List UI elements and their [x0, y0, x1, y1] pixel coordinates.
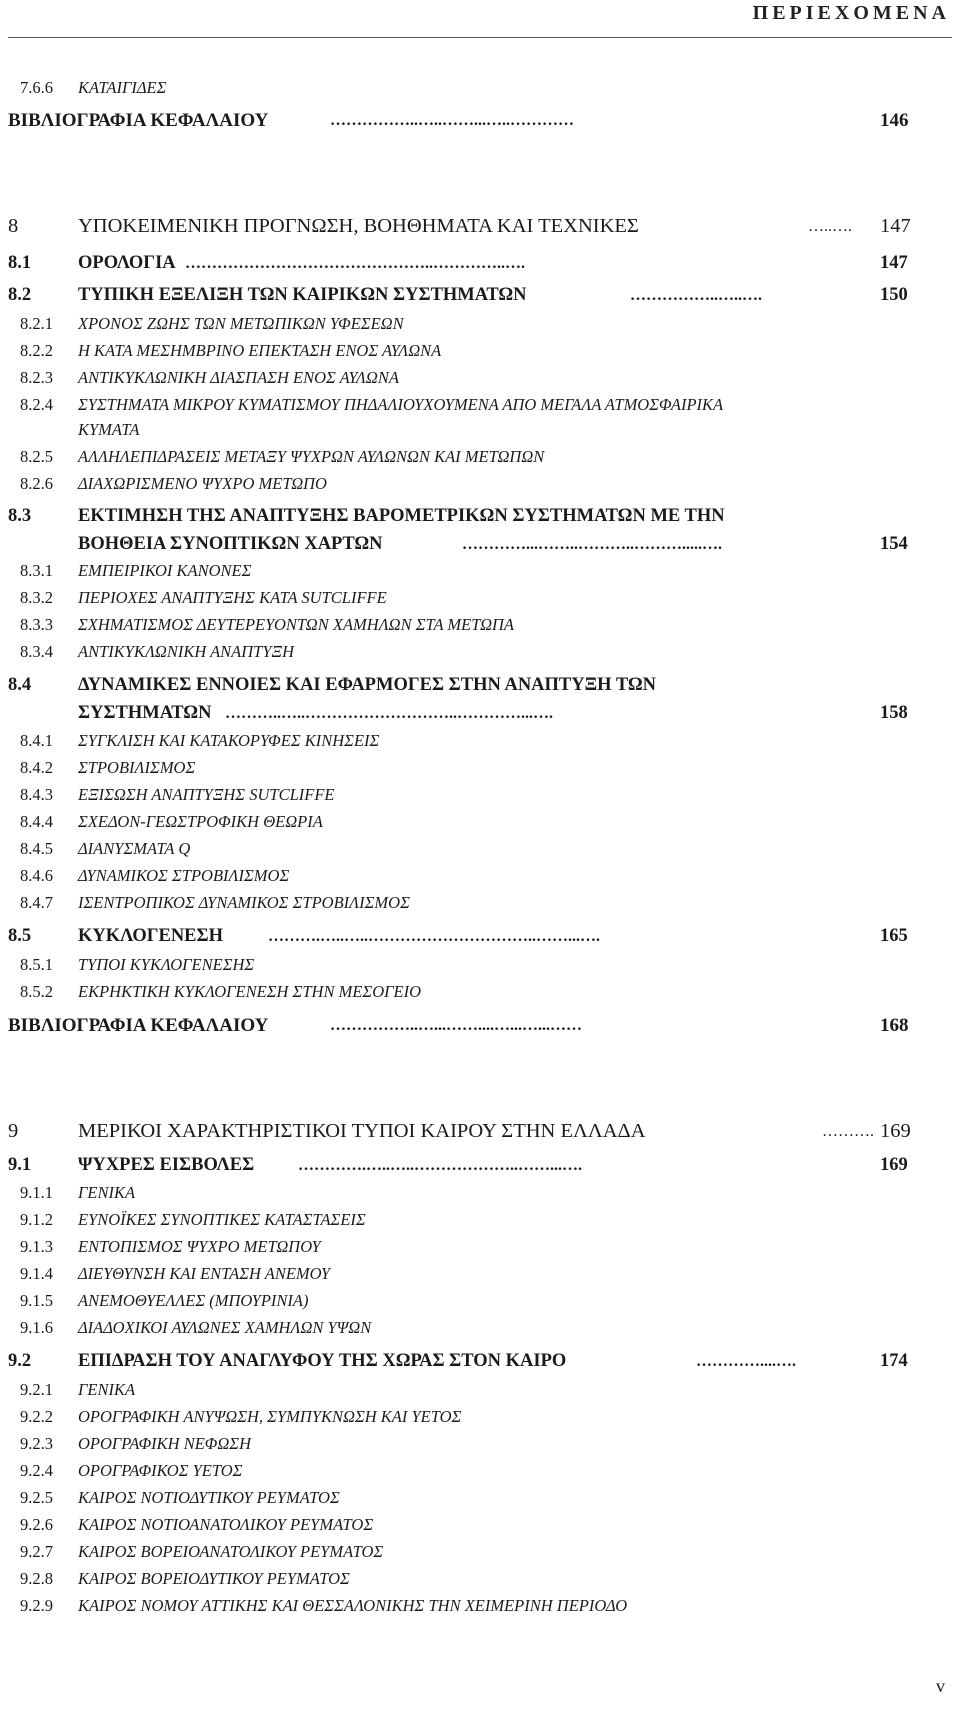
dot-leader: ……………..…..……...…..………… [330, 112, 574, 129]
entry-number: 9.1.3 [20, 1237, 53, 1256]
entry-number: 8.3.4 [20, 642, 53, 661]
dot-leader: ……………..…...……....…...…...…… [330, 1017, 582, 1034]
entry-number: 8.2.4 [20, 395, 53, 414]
entry-title: ΧΡΟΝΟΣ ΖΩΗΣ ΤΩΝ ΜΕΤΩΠΙΚΩΝ ΥΦΕΣΕΩΝ [78, 314, 404, 333]
entry-title: ΓΕΝΙΚΑ [78, 1183, 136, 1202]
entry-number: 8.4.4 [20, 812, 53, 831]
entry-title: ΠΕΡΙΟΧΕΣ ΑΝΑΠΤΥΞΗΣ ΚΑΤΑ SUTCLIFFE [78, 588, 387, 607]
entry-number: 8.4.1 [20, 731, 53, 750]
entry-number: 8.3 [8, 506, 32, 526]
entry-title: ΣΧΕΔΟΝ-ΓΕΩΣΤΡΟΦΙΚΗ ΘΕΩΡΙΑ [78, 812, 323, 831]
entry-number: 8.2.6 [20, 474, 53, 493]
entry-number: 9.1 [8, 1155, 32, 1175]
entry-number: 8 [8, 215, 19, 237]
entry-title: ΣΧΗΜΑΤΙΣΜΟΣ ΔΕΥΤΕΡΕΥΟΝΤΩΝ ΧΑΜΗΛΩΝ ΣΤΑ ΜΕΤΩΠΑ [78, 615, 515, 634]
entry-number: 8.2.2 [20, 341, 53, 360]
entry-number: 9.2 [8, 1351, 32, 1371]
entry-number: 9.2.9 [20, 1596, 53, 1615]
entry-title: ΔΥΝΑΜΙΚΟΣ ΣΤΡΟΒΙΛΙΣΜΟΣ [78, 866, 290, 885]
entry-number: 8.4.7 [20, 893, 53, 912]
entry-number: 7.6.6 [20, 78, 53, 97]
entry-title: ΚΑΙΡΟΣ ΝΟΤΙΟΑΝΑΤΟΛΙΚΟΥ ΡΕΥΜΑΤΟΣ [78, 1515, 374, 1534]
entry-number: 9 [8, 1120, 19, 1142]
entry-title: ΕΚΤΙΜΗΣΗ ΤΗΣ ΑΝΑΠΤΥΞΗΣ ΒΑΡΟΜΕΤΡΙΚΩΝ ΣΥΣΤΗΜΑΤΩΝ ΜΕ ΤΗΝ [78, 506, 725, 526]
entry-title-continuation: ΒΟΗΘΕΙΑ ΣΥΝΟΠΤΙΚΩΝ ΧΑΡΤΩΝ [78, 534, 383, 554]
entry-title: ΕΝΤΟΠΙΣΜΟΣ ΨΥΧΡΟ ΜΕΤΩΠΟΥ [78, 1237, 321, 1256]
entry-number: 8.3.3 [20, 615, 53, 634]
dot-leader: ………..…..………………………..…………...…. [225, 705, 553, 722]
entry-title: ΚΑΙΡΟΣ ΝΟΤΙΟΔΥΤΙΚΟΥ ΡΕΥΜΑΤΟΣ [78, 1488, 340, 1507]
page-number: v [936, 1676, 945, 1696]
entry-page: 158 [880, 703, 908, 723]
entry-title: ΕΠΙΔΡΑΣΗ ΤΟΥ ΑΝΑΓΛΥΦΟΥ ΤΗΣ ΧΩΡΑΣ ΣΤΟΝ ΚΑΙΡΟ [78, 1351, 567, 1371]
entry-title: ΕΚΡΗΚΤΙΚΗ ΚΥΚΛΟΓΕΝΕΣΗ ΣΤΗΝ ΜΕΣΟΓΕΙΟ [78, 982, 421, 1001]
entry-number: 8.1 [8, 253, 32, 273]
entry-title: ΚΥΚΛΟΓΕΝΕΣΗ [78, 926, 224, 946]
entry-title: ΔΙΕΥΘΥΝΣΗ ΚΑΙ ΕΝΤΑΣΗ ΑΝΕΜΟΥ [78, 1264, 331, 1283]
entry-number: 8.2.5 [20, 447, 53, 466]
dot-leader: ……………..…..…. [630, 287, 762, 304]
entry-title: ΚΑΤΑΙΓΙΔΕΣ [78, 78, 167, 97]
entry-number: 9.2.1 [20, 1380, 53, 1399]
entry-title: Η ΚΑΤΑ ΜΕΣΗΜΒΡΙΝΟ ΕΠΕΚΤΑΣΗ ΕΝΟΣ ΑΥΛΩΝΑ [78, 341, 442, 360]
entry-title: ΟΡΟΓΡΑΦΙΚΟΣ ΥΕΤΟΣ [78, 1461, 243, 1480]
entry-number: 9.2.8 [20, 1569, 53, 1588]
entry-title-continuation: ΚΥΜΑΤΑ [78, 420, 140, 439]
entry-number: 9.1.4 [20, 1264, 53, 1283]
entry-title: ΣΤΡΟΒΙΛΙΣΜΟΣ [78, 758, 196, 777]
entry-page: 169 [880, 1155, 908, 1175]
entry-number: 9.1.1 [20, 1183, 53, 1202]
entry-number: 9.2.6 [20, 1515, 53, 1534]
dot-leader: ………………………………………..…………..…. [185, 255, 525, 272]
entry-title: ΚΑΙΡΟΣ ΒΟΡΕΙΟΑΝΑΤΟΛΙΚΟΥ ΡΕΥΜΑΤΟΣ [78, 1542, 384, 1561]
entry-page: 150 [880, 285, 908, 305]
entry-number: 8.5.2 [20, 982, 53, 1001]
entry-title: ΣΥΓΚΛΙΣΗ ΚΑΙ ΚΑΤΑΚΟΡΥΦΕΣ ΚΙΝΗΣΕΙΣ [78, 731, 380, 750]
entry-title: ΒΙΒΛΙΟΓΡΑΦΙΑ ΚΕΦΑΛΑΙΟΥ [8, 110, 269, 131]
entry-number: 8.5 [8, 926, 32, 946]
entry-title: ΟΡΟΛΟΓΙΑ [78, 253, 176, 273]
dot-leader: ………….…..…..………………..……...…. [298, 1157, 582, 1174]
entry-title: ΑΝΤΙΚΥΚΛΩΝΙΚΗ ΑΝΑΠΤΥΞΗ [78, 642, 294, 661]
entry-page: 147 [880, 215, 911, 237]
entry-number: 8.3.2 [20, 588, 53, 607]
running-head: ΠΕΡΙΕΧΟΜΕΝΑ [752, 2, 950, 24]
entry-number: 8.4.6 [20, 866, 53, 885]
entry-title: ΓΕΝΙΚΑ [78, 1380, 136, 1399]
entry-number: 8.3.1 [20, 561, 53, 580]
entry-number: 9.2.2 [20, 1407, 53, 1426]
entry-title: ΚΑΙΡΟΣ ΝΟΜΟΥ ΑΤΤΙΚΗΣ ΚΑΙ ΘΕΣΣΑΛΟΝΙΚΗΣ ΤΗΝ ΧΕΙΜΕΡΙΝΗ ΠΕΡΙΟΔΟ [78, 1596, 628, 1615]
entry-number: 8.5.1 [20, 955, 53, 974]
entry-title: ΔΙΑΝΥΣΜΑΤΑ Q [78, 839, 191, 858]
entry-title: ΥΠΟΚΕΙΜΕΝΙΚΗ ΠΡΟΓΝΩΣΗ, ΒΟΗΘΗΜΑΤΑ ΚΑΙ ΤΕΧΝΙΚΕΣ [78, 215, 639, 237]
entry-title: ΣΥΣΤΗΜΑΤΑ ΜΙΚΡΟΥ ΚΥΜΑΤΙΣΜΟΥ ΠΗΔΑΛΙΟΥΧΟΥΜΕΝΑ ΑΠΟ ΜΕΓΑΛΑ ΑΤΜΟΣΦΑΙΡΙΚΑ [78, 395, 724, 414]
entry-page: 174 [880, 1351, 908, 1371]
entry-page: 169 [880, 1120, 911, 1142]
entry-page: 168 [880, 1015, 909, 1036]
entry-number: 8.4.5 [20, 839, 53, 858]
entry-number: 9.1.5 [20, 1291, 53, 1310]
entry-page: 147 [880, 253, 908, 273]
entry-title-continuation: ΣΥΣΤΗΜΑΤΩΝ [78, 703, 212, 723]
entry-title: ΕΞΙΣΩΣΗ ΑΝΑΠΤΥΞΗΣ SUTCLIFFE [78, 785, 335, 804]
dot-leader: …..…. [808, 218, 852, 235]
entry-number: 9.2.5 [20, 1488, 53, 1507]
entry-title: ΑΛΛΗΛΕΠΙΔΡΑΣΕΙΣ ΜΕΤΑΞΥ ΨΥΧΡΩΝ ΑΥΛΩΝΩΝ ΚΑΙ ΜΕΤΩΠΩΝ [78, 447, 545, 466]
entry-title: ΤΥΠΙΚΗ ΕΞΕΛΙΞΗ ΤΩΝ ΚΑΙΡΙΚΩΝ ΣΥΣΤΗΜΑΤΩΝ [78, 285, 527, 305]
dot-leader: …………....…. [696, 1353, 796, 1370]
entry-title: ΑΝΕΜΟΘΥΕΛΛΕΣ (ΜΠΟΥΡΙΝΙΑ) [78, 1291, 309, 1310]
entry-title: ΤΥΠΟΙ ΚΥΚΛΟΓΕΝΕΣΗΣ [78, 955, 255, 974]
entry-title: ΨΥΧΡΕΣ ΕΙΣΒΟΛΕΣ [78, 1155, 255, 1175]
dot-leader: ………. [822, 1123, 874, 1140]
entry-title: ΙΣΕΝΤΡΟΠΙΚΟΣ ΔΥΝΑΜΙΚΟΣ ΣΤΡΟΒΙΛΙΣΜΟΣ [78, 893, 410, 912]
entry-number: 8.4.3 [20, 785, 53, 804]
entry-number: 8.4.2 [20, 758, 53, 777]
entry-page: 165 [880, 926, 908, 946]
entry-title: ΑΝΤΙΚΥΚΛΩΝΙΚΗ ΔΙΑΣΠΑΣΗ ΕΝΟΣ ΑΥΛΩΝΑ [78, 368, 399, 387]
entry-title: ΕΥΝΟΪΚΕΣ ΣΥΝΟΠΤΙΚΕΣ ΚΑΤΑΣΤΑΣΕΙΣ [78, 1210, 366, 1229]
entry-number: 9.1.6 [20, 1318, 53, 1337]
entry-number: 9.2.7 [20, 1542, 53, 1561]
entry-number: 8.2.1 [20, 314, 53, 333]
entry-title: ΚΑΙΡΟΣ ΒΟΡΕΙΟΔΥΤΙΚΟΥ ΡΕΥΜΑΤΟΣ [78, 1569, 350, 1588]
entry-title: ΟΡΟΓΡΑΦΙΚΗ ΑΝΥΨΩΣΗ, ΣΥΜΠΥΚΝΩΣΗ ΚΑΙ ΥΕΤΟΣ [78, 1407, 462, 1426]
entry-title: ΔΥΝΑΜΙΚΕΣ ΕΝΝΟΙΕΣ ΚΑΙ ΕΦΑΡΜΟΓΕΣ ΣΤΗΝ ΑΝΑΠΤΥΞΗ ΤΩΝ [78, 675, 657, 695]
entry-title: ΔΙΑΔΟΧΙΚΟΙ ΑΥΛΩΝΕΣ ΧΑΜΗΛΩΝ ΥΨΩΝ [78, 1318, 372, 1337]
entry-title: ΔΙΑΧΩΡΙΣΜΕΝΟ ΨΥΧΡΟ ΜΕΤΩΠΟ [78, 474, 327, 493]
entry-page: 154 [880, 534, 908, 554]
entry-number: 8.4 [8, 675, 32, 695]
entry-title: ΕΜΠΕΙΡΙΚΟΙ ΚΑΝΟΝΕΣ [78, 561, 252, 580]
entry-number: 9.2.3 [20, 1434, 53, 1453]
entry-title: ΜΕΡΙΚΟΙ ΧΑΡΑΚΤΗΡΙΣΤΙΚΟΙ ΤΥΠΟΙ ΚΑΙΡΟΥ ΣΤΗΝ ΕΛΛΑΔΑ [78, 1120, 646, 1142]
dot-leader: …………...……..………..……….....…. [462, 536, 722, 553]
entry-number: 8.2.3 [20, 368, 53, 387]
entry-title: ΒΙΒΛΙΟΓΡΑΦΙΑ ΚΕΦΑΛΑΙΟΥ [8, 1015, 269, 1036]
entry-title: ΟΡΟΓΡΑΦΙΚΗ ΝΕΦΩΣΗ [78, 1434, 252, 1453]
entry-page: 146 [880, 110, 909, 131]
entry-number: 9.1.2 [20, 1210, 53, 1229]
dot-leader: ……….…..…..…………………………..……...…. [268, 928, 600, 945]
entry-number: 9.2.4 [20, 1461, 53, 1480]
entry-number: 8.2 [8, 285, 32, 305]
